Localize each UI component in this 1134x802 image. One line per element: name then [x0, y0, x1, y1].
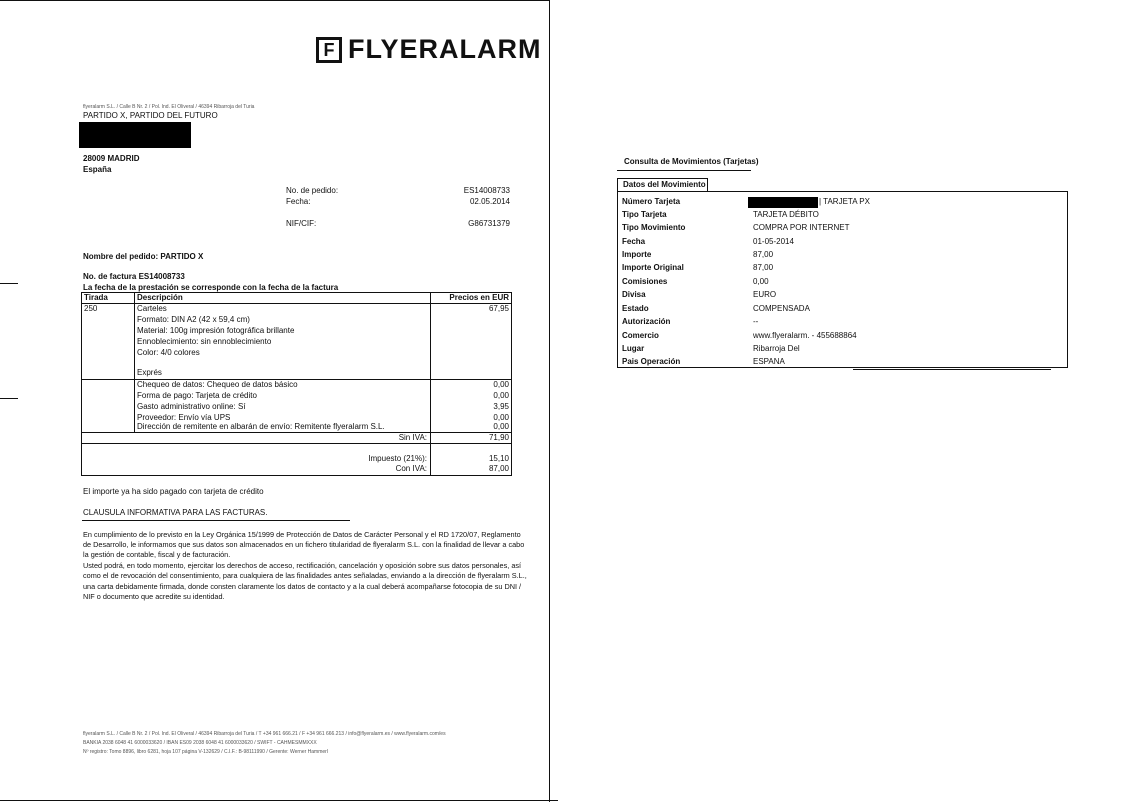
clause-title: CLAUSULA INFORMATIVA PARA LAS FACTURAS. [83, 508, 268, 517]
redacted-address [79, 122, 191, 148]
recipient-name: PARTIDO X, PARTIDO DEL FUTURO [83, 111, 218, 120]
clause-line: Usted podrá, en todo momento, ejercitar los derechos de acceso, rectificación, cancelación y oposición sobre sus datos personales, así [83, 561, 522, 570]
row-value: COMPENSADA [753, 304, 810, 313]
movement-row [622, 329, 1062, 342]
extra-price: 0,00 [493, 380, 509, 389]
nif-label: NIF/CIF: [286, 219, 317, 228]
order-number-value: ES14008733 [463, 186, 510, 195]
title-underline [617, 170, 751, 171]
impuesto-label: Impuesto (21%): [368, 454, 427, 463]
extra-desc: Forma de pago: Tarjeta de crédito [137, 391, 257, 400]
row-value: 87,00 [753, 250, 774, 259]
row-label: Importe Original [622, 263, 684, 272]
tab-datos-movimiento[interactable]: Datos del Movimiento [617, 178, 708, 192]
clause-underline [82, 520, 350, 521]
product-line: Formato: DIN A2 (42 x 59,4 cm) [137, 315, 250, 324]
movement-row [622, 288, 1062, 301]
row-value: -- [753, 317, 759, 326]
extra-price: 0,00 [493, 422, 509, 431]
row-label: Importe [622, 250, 652, 259]
movement-row [622, 302, 1062, 315]
table-divider [81, 443, 512, 444]
nif-value: G86731379 [468, 219, 510, 228]
clause-line: de Desarrollo, le informamos que sus datos son almacenados en un fichero titularidad de flyeralarm S.L. con la finalidad de llevar a cabo [83, 540, 525, 549]
movement-row [622, 248, 1062, 261]
row-label: Pais Operación [622, 357, 681, 366]
row-value: ESPANA [753, 357, 785, 366]
movement-row [622, 208, 1062, 221]
clause-line: En cumplimiento de lo previsto en la Ley Orgánica 15/1999 de Protección de Datos de Carácter Personal y el RD 1720/07, Reglamento [83, 530, 521, 539]
row-value: 87,00 [753, 263, 774, 272]
clause-line: NIF o documento que acredite su identidad. [83, 592, 225, 601]
footer-line: BANKIA 2038 6048 41 6000033620 / IBAN ES09 2038 6048 41 6000033620 / SWIFT - CAHMESMMXXX [83, 740, 317, 746]
page-bottom-border [0, 800, 558, 801]
table-divider [430, 292, 431, 476]
flyeralarm-logo-icon: F [316, 37, 342, 63]
paid-note: El importe ya ha sido pagado con tarjeta de crédito [83, 487, 264, 496]
invoice-number: No. de factura ES14008733 [83, 272, 185, 281]
clause-line: la gestión de contable, fiscal y de facturación. [83, 550, 231, 559]
extra-desc: Gasto administrativo online: Sí [137, 402, 246, 411]
product-line: Ennoblecimiento: sin ennoblecimiento [137, 337, 272, 346]
product-price: 67,95 [488, 304, 509, 313]
page-top-border [0, 0, 549, 1]
product-line: Exprés [137, 368, 162, 377]
date-label: Fecha: [286, 197, 311, 206]
impuesto-value: 15,10 [488, 454, 509, 463]
con-iva-label: Con IVA: [395, 464, 427, 473]
movement-row [622, 355, 1062, 368]
movement-row [622, 261, 1062, 274]
footer-line: Nº registro: Tomo 8896, libro 6281, hoja 107 página V-132629 / C.I.F.: B-98111990 / Gerente: Werner Hammerl [83, 749, 328, 755]
bank-panel-title: Consulta de Movimientos (Tarjetas) [624, 157, 759, 166]
clause-line: como el de revocación del consentimiento, para cualquiera de las finalidades antes señaladas, enviando a la dirección de flyeralarm S.L., [83, 571, 527, 580]
extra-desc: Chequeo de datos: Chequeo de datos básico [137, 380, 298, 389]
movement-details-box [617, 191, 1068, 368]
row-label: Estado [622, 304, 649, 313]
order-name: Nombre del pedido: PARTIDO X [83, 252, 204, 261]
row-label: Tipo Movimiento [622, 223, 686, 232]
movement-row [622, 275, 1062, 288]
row-label: Lugar [622, 344, 645, 353]
movement-row [622, 195, 1062, 208]
redacted-card-number [748, 197, 818, 208]
clause-line: una carta debidamente firmada, donde consten claramente los datos de contacto y a la cual deberá acompañarse fotocopia de su DNI / [83, 582, 522, 591]
row-label: Tipo Tarjeta [622, 210, 667, 219]
order-number-label: No. de pedido: [286, 186, 339, 195]
flyeralarm-logo-text: FLYERALARM [348, 34, 542, 64]
row-label: Comisiones [622, 277, 668, 286]
extra-price: 0,00 [493, 413, 509, 422]
row-value: EURO [753, 290, 777, 299]
row-value: TARJETA DÉBITO [753, 210, 819, 219]
recipient-city: 28009 MADRID [83, 154, 140, 163]
recipient-country: España [83, 165, 112, 174]
sin-iva-label: Sin IVA: [398, 433, 427, 442]
header-tirada: Tirada [84, 293, 108, 302]
con-iva-value: 87,00 [488, 464, 509, 473]
header-descripcion: Descripción [137, 293, 183, 302]
product-line: Color: 4/0 colores [137, 348, 200, 357]
header-precios: Precios en EUR [449, 293, 509, 302]
fold-mark [0, 283, 18, 284]
extra-desc: Dirección de remitente en albarán de envío: Remitente flyeralarm S.L. [137, 422, 385, 431]
row-label: Divisa [622, 290, 646, 299]
row-value: 0,00 [753, 277, 769, 286]
date-value: 02.05.2014 [469, 197, 510, 206]
service-date-note: La fecha de la prestación se corresponde con la fecha de la factura [83, 283, 339, 292]
sin-iva-value: 71,90 [488, 433, 509, 442]
movement-row [622, 342, 1062, 355]
row-label: Fecha [622, 237, 646, 246]
extra-desc: Proveedor: Envío vía UPS [137, 413, 231, 422]
row-value: Ribarroja Del [753, 344, 800, 353]
sender-line: flyeralarm S.L. / Calle B Nr. 2 / Pol. Ind. El Oliveral / 46394 Ribarroja del Turia [83, 104, 255, 110]
movement-row [622, 221, 1062, 234]
product-line: Material: 100g impresión fotográfica brillante [137, 326, 295, 335]
footer-line: flyeralarm S.L. / Calle B Nr. 2 / Pol. Ind. El Oliveral / 46394 Ribarroja del Turia / T +34 961 666.21 / F +34 961 666.213 / info@flyeralarm.es / www.flyeralarm.com/es [83, 731, 446, 737]
extra-price: 0,00 [493, 391, 509, 400]
row-value: COMPRA POR INTERNET [753, 223, 850, 232]
box-shadow-line [853, 369, 1051, 370]
product-line: Carteles [137, 304, 167, 313]
movement-row [622, 235, 1062, 248]
quantity-value: 250 [84, 304, 98, 313]
row-label: Número Tarjeta [622, 197, 681, 206]
row-value: www.flyeralarm. - 455688864 [753, 331, 857, 340]
row-label: Autorización [622, 317, 671, 326]
row-label: Comercio [622, 331, 659, 340]
row-value: 01-05-2014 [753, 237, 794, 246]
row-value: | TARJETA PX [819, 197, 870, 206]
movement-row [622, 315, 1062, 328]
extra-price: 3,95 [493, 402, 509, 411]
fold-mark [0, 398, 18, 399]
table-divider [134, 292, 135, 433]
